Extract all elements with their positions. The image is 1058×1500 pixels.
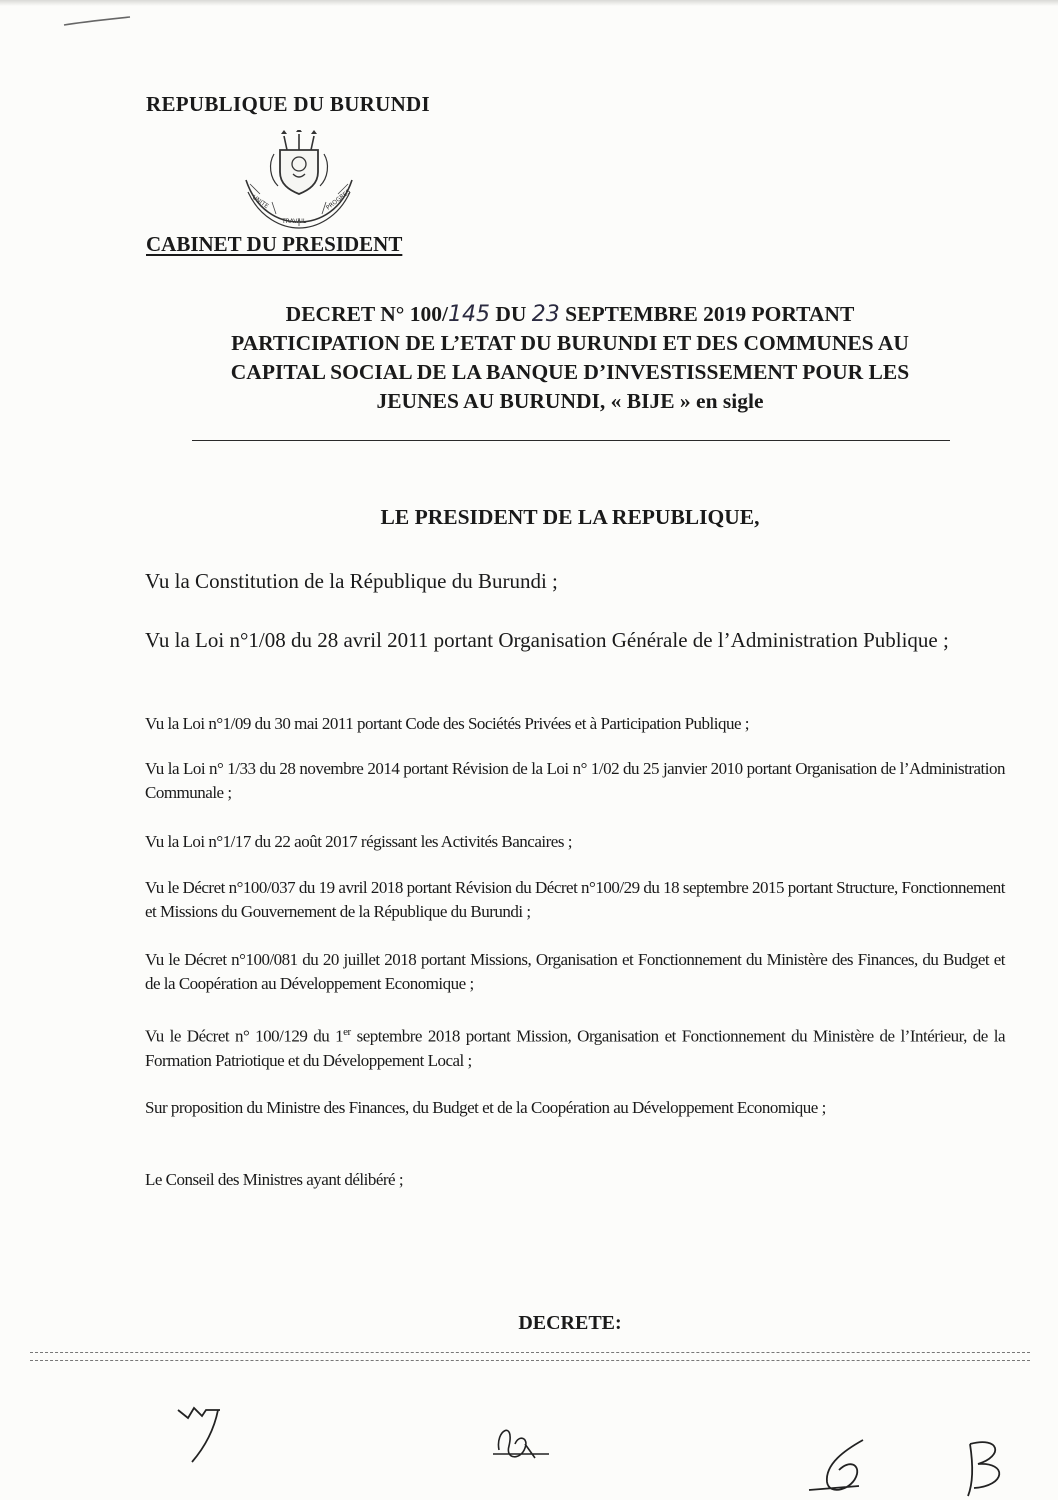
- council-clause: Le Conseil des Ministres ayant délibéré ;: [145, 1170, 404, 1189]
- dashed-rule-lower: [30, 1360, 1030, 1361]
- decree-title-line-4: JEUNES AU BURUNDI, « BIJE » en sigle: [376, 389, 764, 413]
- president-heading: LE PRESIDENT DE LA REPUBLIQUE,: [380, 505, 760, 529]
- scan-pen-mark: [62, 14, 132, 28]
- decree-129-text-end: septembre 2018 portant Mission, Organisation et Fonctionnement du Ministère de l’Intérieur, de la Formation Patriotique et du Développement Local ;: [145, 1026, 1005, 1070]
- decree-title-mid: DU: [489, 302, 532, 326]
- decree-title-line-1: [150, 300, 990, 329]
- initials-signature-1: [170, 1400, 250, 1470]
- consideration-law-1-09: Vu la Loi n°1/09 du 30 mai 2011 portant Code des Sociétés Privées et à Participation Publique ;: [145, 714, 750, 733]
- cabinet-heading: CABINET DU PRESIDENT: [146, 232, 403, 256]
- handwritten-decree-number: 145: [447, 302, 490, 327]
- decree-title-line-3: CAPITAL SOCIAL DE LA BANQUE D’INVESTISSEMENT POUR LES: [230, 360, 910, 384]
- handwritten-decree-day: 23: [531, 302, 560, 327]
- consideration-law-1-08: Vu la Loi n°1/08 du 28 avril 2011 portant Organisation Générale de l’Administration Publique ;: [145, 628, 949, 652]
- consideration-constitution: Vu la Constitution de la République du Burundi ;: [145, 569, 558, 593]
- scan-edge: [0, 0, 1058, 6]
- consideration-decree-100-081: Vu le Décret n°100/081 du 20 juillet 2018 portant Missions, Organisation et Fonctionnement du Ministère des Finances, du Budget et de la Coopération au Développement Economique ;: [145, 950, 1005, 993]
- title-divider: [192, 440, 950, 441]
- decree-title-prefix: DECRET N° 100/: [285, 302, 448, 326]
- country-heading: REPUBLIQUE DU BURUNDI: [146, 92, 430, 116]
- decree-129-ordinal: er: [343, 1026, 351, 1038]
- initials-signature-2: [485, 1410, 565, 1480]
- initials-signature-4: [960, 1430, 1040, 1500]
- proposal-clause: Sur proposition du Ministre des Finances, du Budget et de la Coopération au Développement Economique ;: [145, 1098, 826, 1117]
- decree-129-text-start: Vu le Décret n° 100/129 du 1: [145, 1026, 344, 1046]
- decrete-heading: DECRETE:: [518, 1312, 622, 1334]
- svg-text:PROGRES: PROGRES: [324, 188, 353, 212]
- national-emblem-icon: [238, 130, 360, 230]
- decree-title-line-2: PARTICIPATION DE L’ETAT DU BURUNDI ET DES COMMUNES AU: [231, 331, 909, 355]
- decree-title-line-1-rest: SEPTEMBRE 2019 PORTANT: [559, 302, 855, 326]
- svg-text:TRAVAIL: TRAVAIL: [282, 218, 307, 225]
- initials-signature-3: [805, 1430, 885, 1500]
- consideration-law-1-33: Vu la Loi n° 1/33 du 28 novembre 2014 portant Révision de la Loi n° 1/02 du 25 janvier 2010 portant Organisation de l’Administration Communale ;: [145, 759, 1005, 802]
- consideration-decree-100-037: Vu le Décret n°100/037 du 19 avril 2018 portant Révision du Décret n°100/29 du 18 septembre 2015 portant Structure, Fonctionnement et Missions du Gouvernement de la République du Burundi ;: [145, 878, 1005, 921]
- consideration-law-1-17: Vu la Loi n°1/17 du 22 août 2017 régissant les Activités Bancaires ;: [145, 832, 572, 851]
- consideration-decree-100-129: [145, 1020, 1005, 1073]
- dashed-rule-upper: [30, 1352, 1030, 1353]
- svg-text:UNITE: UNITE: [250, 193, 270, 211]
- decree-title: [150, 300, 990, 416]
